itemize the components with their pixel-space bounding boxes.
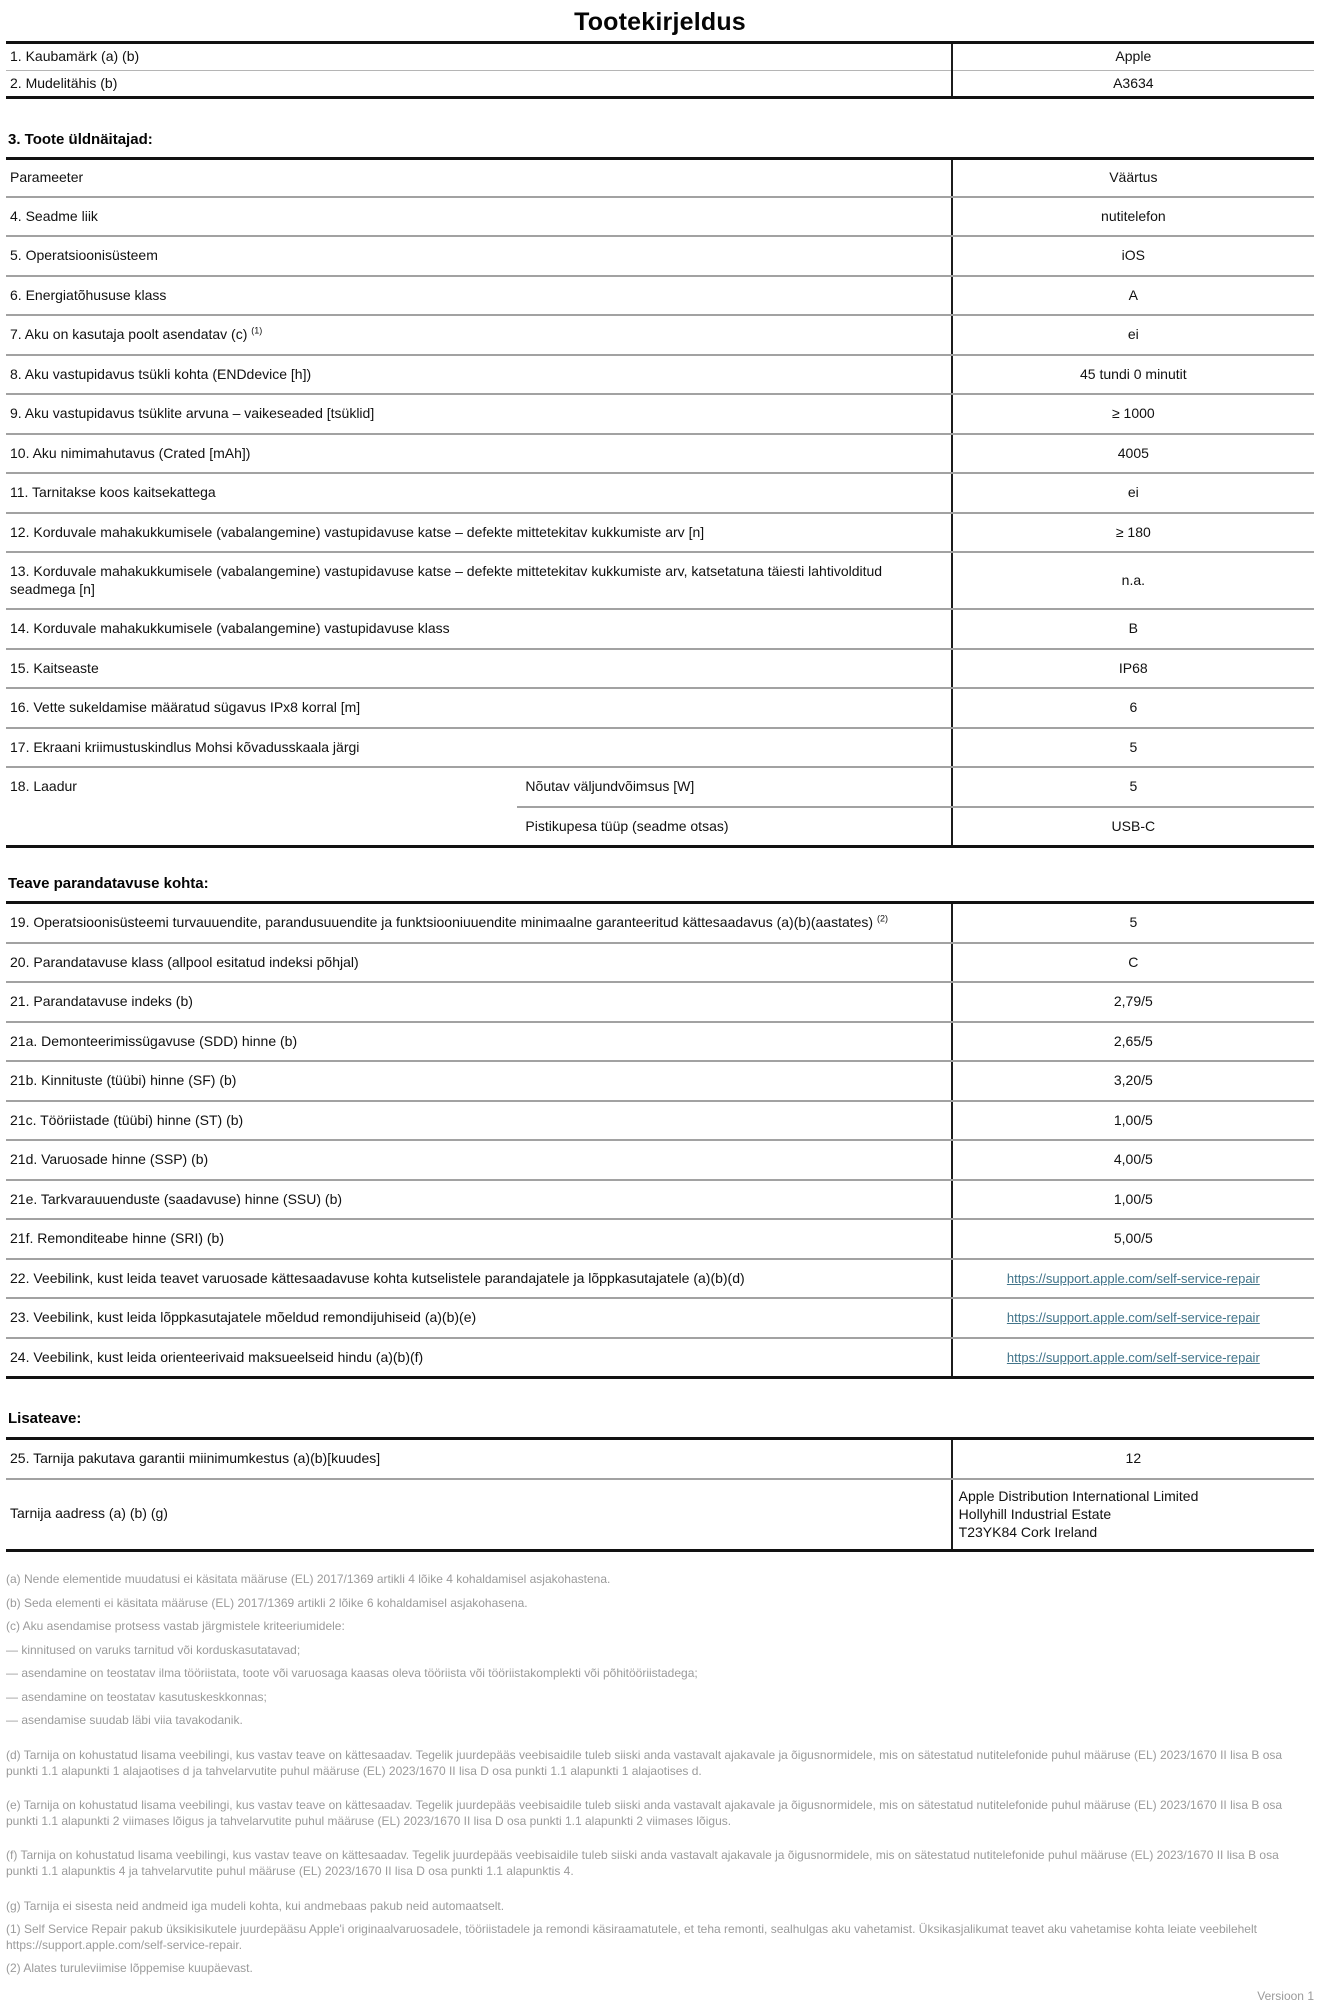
row-label: 21a. Demonteerimissügavuse (SDD) hinne (b) bbox=[6, 1022, 952, 1062]
spare-parts-availability-link[interactable]: https://support.apple.com/self-service-repair bbox=[1006, 1270, 1260, 1286]
row-label: 17. Ekraani kriimustuskindlus Mohsi kõvadusskaala järgi bbox=[6, 728, 952, 768]
row-label: 11. Tarnitakse koos kaitsekattega bbox=[6, 473, 952, 513]
supplier-address bbox=[952, 1479, 1314, 1551]
row-value: A3634 bbox=[952, 70, 1314, 98]
row-value: nutitelefon bbox=[952, 197, 1314, 237]
row-label: 6. Energiatõhususe klass bbox=[6, 276, 952, 316]
row-value: ≥ 1000 bbox=[952, 394, 1314, 434]
page-title: Tootekirjeldus bbox=[574, 8, 746, 36]
table-row bbox=[6, 1061, 1314, 1101]
table-row bbox=[6, 394, 1314, 434]
table-row bbox=[6, 688, 1314, 728]
table-row bbox=[6, 728, 1314, 768]
row-value bbox=[952, 1298, 1314, 1338]
row-value bbox=[952, 1338, 1314, 1378]
column-header-value: Väärtus bbox=[952, 159, 1314, 197]
row-label: 21. Parandatavuse indeks (b) bbox=[6, 982, 952, 1022]
table-row bbox=[6, 1180, 1314, 1220]
row-value: USB-C bbox=[952, 807, 1314, 847]
row-label: 10. Aku nimimahutavus (Crated [mAh]) bbox=[6, 434, 952, 474]
table-row bbox=[6, 1298, 1314, 1338]
footnote-text: — asendamine on teostatav kasutuskeskkonnas; bbox=[6, 1689, 267, 1704]
row-label: 8. Aku vastupidavus tsükli kohta (ENDdevice [h]) bbox=[6, 355, 952, 395]
row-value: C bbox=[952, 943, 1314, 983]
table-row bbox=[6, 1022, 1314, 1062]
row-value: 1,00/5 bbox=[952, 1101, 1314, 1141]
row-label: 25. Tarnija pakutava garantii miinimumkestus (a)(b)[kuudes] bbox=[6, 1439, 952, 1479]
product-id-table bbox=[6, 41, 1314, 99]
table-row bbox=[6, 649, 1314, 689]
row-value: 1,00/5 bbox=[952, 1180, 1314, 1220]
column-header-parameter: Parameeter bbox=[6, 159, 952, 197]
table-header-row bbox=[6, 159, 1314, 197]
table-row bbox=[6, 1101, 1314, 1141]
row-label: 4. Seadme liik bbox=[6, 197, 952, 237]
row-label: 12. Korduvale mahakukkumisele (vabalangemine) vastupidavuse katse – defekte mittetekitav kukkumiste arv [n] bbox=[6, 513, 952, 553]
row-label: 7. Aku on kasutaja poolt asendatav (c) $^{(1)}$ bbox=[6, 315, 952, 355]
table-row bbox=[6, 276, 1314, 316]
table-row bbox=[6, 1259, 1314, 1299]
row-value: 5 bbox=[952, 728, 1314, 768]
footnote-text: (2) Alates turuleviimise lõppemise kuupäevast. bbox=[6, 1961, 253, 1976]
table-row bbox=[6, 43, 1314, 71]
row-label: 21b. Kinnituste (tüübi) hinne (SF) (b) bbox=[6, 1061, 952, 1101]
table-row bbox=[6, 903, 1314, 943]
table-row bbox=[6, 197, 1314, 237]
row-value: Apple bbox=[952, 43, 1314, 71]
row-value: 12 bbox=[952, 1439, 1314, 1479]
footnote-text: (b) Seda elementi ei käsitata määruse (EL) 2017/1369 artikli 2 lõike 6 kohaldamisel asjakohasena. bbox=[6, 1595, 528, 1610]
row-value: 5,00/5 bbox=[952, 1219, 1314, 1259]
row-value: 3,20/5 bbox=[952, 1061, 1314, 1101]
table-row bbox=[6, 982, 1314, 1022]
row-label: 21c. Tööriistade (tüübi) hinne (ST) (b) bbox=[6, 1101, 952, 1141]
row-value: 5 bbox=[952, 903, 1314, 943]
address-line: T23YK84 Cork Ireland bbox=[958, 1524, 1098, 1541]
row-label: 21e. Tarkvarauuenduste (saadavuse) hinne (SSU) (b) bbox=[6, 1180, 952, 1220]
row-value bbox=[952, 1259, 1314, 1299]
footnotes-section bbox=[6, 1572, 1314, 1977]
row-label: 21f. Remonditeabe hinne (SRI) (b) bbox=[6, 1219, 952, 1259]
version-label: Versioon 1 bbox=[1257, 1989, 1314, 2003]
row-label: 5. Operatsioonisüsteem bbox=[6, 236, 952, 276]
row-value: ei bbox=[952, 315, 1314, 355]
footnote-text: (c) Aku asendamise protsess vastab järgmistele kriteeriumidele: bbox=[6, 1619, 345, 1634]
address-line: Hollyhill Industrial Estate bbox=[958, 1505, 1112, 1522]
footnote-text: (f) Tarnija on kohustatud lisama veebilingi, kus vastav teave on kättesaadav. Tegelik juurdepääs veebisaidile tuleb siiski anda vastavalt ajakavale ja õigusnormidele, mis on sätestatud nutitelefonide puhul määruse (EL) 2023/1670 II lisa B osa punkti 1.1 alapunktis 4 ja tahvelarvutite puhul määruse (EL) 2023/1670 II lisa D osa punkti 1.1 alapunktis 4. bbox=[6, 1848, 1279, 1879]
row-label: 24. Veebilink, kust leida orienteerivaid maksueelseid hindu (a)(b)(f) bbox=[10, 1348, 424, 1365]
footnote-text: (a) Nende elementide muudatusi ei käsitata määruse (EL) 2017/1369 artikli 4 lõike 4 kohaldamisel asjakohastena. bbox=[6, 1571, 611, 1586]
row-value: 2,65/5 bbox=[952, 1022, 1314, 1062]
section-heading-additional: Lisateave: bbox=[8, 1410, 82, 1427]
row-label: 15. Kaitseaste bbox=[6, 649, 952, 689]
row-label: Tarnija aadress (a) (b) (g) bbox=[10, 1505, 168, 1522]
row-value: n.a. bbox=[952, 552, 1314, 609]
table-row bbox=[6, 1219, 1314, 1259]
row-label: 22. Veebilink, kust leida teavet varuosade kättesaadavuse kohta kutselistele parandajatele ja lõppkasutajatele (a)(b)(d) bbox=[6, 1259, 952, 1299]
row-label: 23. Veebilink, kust leida lõppkasutajatele mõeldud remondijuhiseid (a)(b)(e) bbox=[6, 1298, 952, 1338]
table-row-supplier-address bbox=[6, 1479, 1314, 1551]
footnote-text: (e) Tarnija on kohustatud lisama veebilingi, kus vastav teave on kättesaadav. Tegelik juurdepääs veebisaidile tuleb siiski anda vastavalt ajakavale ja õigusnormidele, mis on sätestatud nutitelefonide puhul määruse (EL) 2023/1670 II lisa B osa punkti 1.1 alapunkti 2 viimases lõigus ja tahvelarvutite puhul määruse (EL) 2023/1670 II lisa D osa punkti 1.1 alapunkti 2 viimases lõigus. bbox=[6, 1798, 1283, 1828]
address-line: Apple Distribution International Limited bbox=[958, 1487, 1199, 1504]
row-label: 18. Laadur bbox=[10, 778, 77, 794]
table-row bbox=[6, 70, 1314, 98]
general-table bbox=[6, 157, 1314, 848]
pretax-prices-link[interactable]: https://support.apple.com/self-service-repair bbox=[1006, 1349, 1260, 1365]
section-heading-repair: Teave parandatavuse kohta: bbox=[8, 875, 209, 892]
table-row bbox=[6, 236, 1314, 276]
footnote-text: (1) Self Service Repair pakub üksikisikutele juurdepääsu Apple'i originaalvaruosadele, tööriistadele ja remondi käsiraamatutele, et teha remonti, sealhulgas aku vahetamist. Üksikasjalikumat teavet aku vahetamise kohta leiate veebilehelt https://support.apple.com/self-service-repair. bbox=[6, 1922, 1257, 1952]
row-label: 16. Vette sukeldamise määratud sügavus IPx8 korral [m] bbox=[6, 688, 952, 728]
footnote-marker: (1) bbox=[251, 325, 263, 336]
row-label: 21d. Varuosade hinne (SSP) (b) bbox=[6, 1140, 952, 1180]
footnote-text: — asendamise suudab läbi viia tavakodanik. bbox=[6, 1713, 243, 1728]
table-row bbox=[6, 1338, 1314, 1378]
repair-instructions-link[interactable]: https://support.apple.com/self-service-repair bbox=[1006, 1310, 1260, 1325]
footnote-marker: (2) bbox=[876, 913, 888, 924]
table-row bbox=[6, 315, 1314, 355]
table-row bbox=[6, 513, 1314, 553]
row-value: 5 bbox=[952, 767, 1314, 807]
row-value: 4,00/5 bbox=[952, 1140, 1314, 1180]
row-label: 9. Aku vastupidavus tsüklite arvuna – vaikeseaded [tsüklid] bbox=[6, 394, 952, 434]
row-value: 2,79/5 bbox=[952, 982, 1314, 1022]
additional-table bbox=[6, 1437, 1314, 1552]
row-value: ei bbox=[952, 473, 1314, 513]
row-value: 6 bbox=[952, 688, 1314, 728]
row-label: 1. Kaubamärk (a) (b) bbox=[6, 43, 952, 71]
table-row bbox=[6, 943, 1314, 983]
section-heading-general: 3. Toote üldnäitajad: bbox=[8, 131, 153, 148]
footnote-text: — kinnitused on varuks tarnitud või korduskasutatavad; bbox=[6, 1642, 301, 1657]
row-value: B bbox=[952, 609, 1314, 649]
row-sublabel: Pistikupesa tüüp (seadme otsas) bbox=[525, 817, 729, 834]
table-row bbox=[6, 1439, 1314, 1479]
table-row bbox=[6, 609, 1314, 649]
row-label: 13. Korduvale mahakukkumisele (vabalangemine) vastupidavuse katse – defekte mittetekitav kukkumiste arv, katsetatuna täiesti lahtivolditud seadmega [n] bbox=[6, 552, 952, 609]
row-value: A bbox=[952, 276, 1314, 316]
row-value: ≥ 180 bbox=[952, 513, 1314, 553]
row-sublabel: Nõutav väljundvõimsus [W] bbox=[517, 767, 951, 807]
row-label: 19. Operatsioonisüsteemi turvauuendite, parandusuuendite ja funktsiooniuuendite minimaalne garanteeritud kättesaadavus (a)(b)(aastates) $^{(2)}$ bbox=[6, 903, 952, 943]
row-label: 2. Mudelitähis (b) bbox=[10, 74, 118, 91]
table-row bbox=[6, 552, 1314, 609]
table-row bbox=[6, 1140, 1314, 1180]
table-row bbox=[6, 434, 1314, 474]
row-value: 45 tundi 0 minutit bbox=[952, 355, 1314, 395]
footnote-text: (d) Tarnija on kohustatud lisama veebilingi, kus vastav teave on kättesaadav. Tegelik juurdepääs veebisaidile tuleb siiski anda vastavalt ajakavale ja õigusnormidele, mis on sätestatud nutitelefonide puhul määruse (EL) 2023/1670 II lisa B osa punkti 1.1 alapunkti 1 alajaotises d ja tahvelarvutite puhul määruse (EL) 2023/1670 II lisa D osa punkti 1.1 alapunkti 1 alajaotises d. bbox=[6, 1748, 1283, 1778]
row-value: IP68 bbox=[952, 649, 1314, 689]
repair-table bbox=[6, 901, 1314, 1379]
table-row bbox=[6, 355, 1314, 395]
table-row-charger bbox=[6, 767, 1314, 807]
table-row bbox=[6, 473, 1314, 513]
row-label: 20. Parandatavuse klass (allpool esitatud indeksi põhjal) bbox=[6, 943, 952, 983]
footnote-text: (g) Tarnija ei sisesta neid andmeid iga mudeli kohta, kui andmebaas pakub neid automaatselt. bbox=[6, 1898, 505, 1913]
row-value: 4005 bbox=[952, 434, 1314, 474]
row-label: 14. Korduvale mahakukkumisele (vabalangemine) vastupidavuse klass bbox=[6, 609, 952, 649]
row-value: iOS bbox=[952, 236, 1314, 276]
footnote-text: — asendamine on teostatav ilma tööriistata, toote või varuosaga kaasas oleva tööriista või tööriistakomplekti või põhitööriistadega; bbox=[6, 1666, 698, 1681]
